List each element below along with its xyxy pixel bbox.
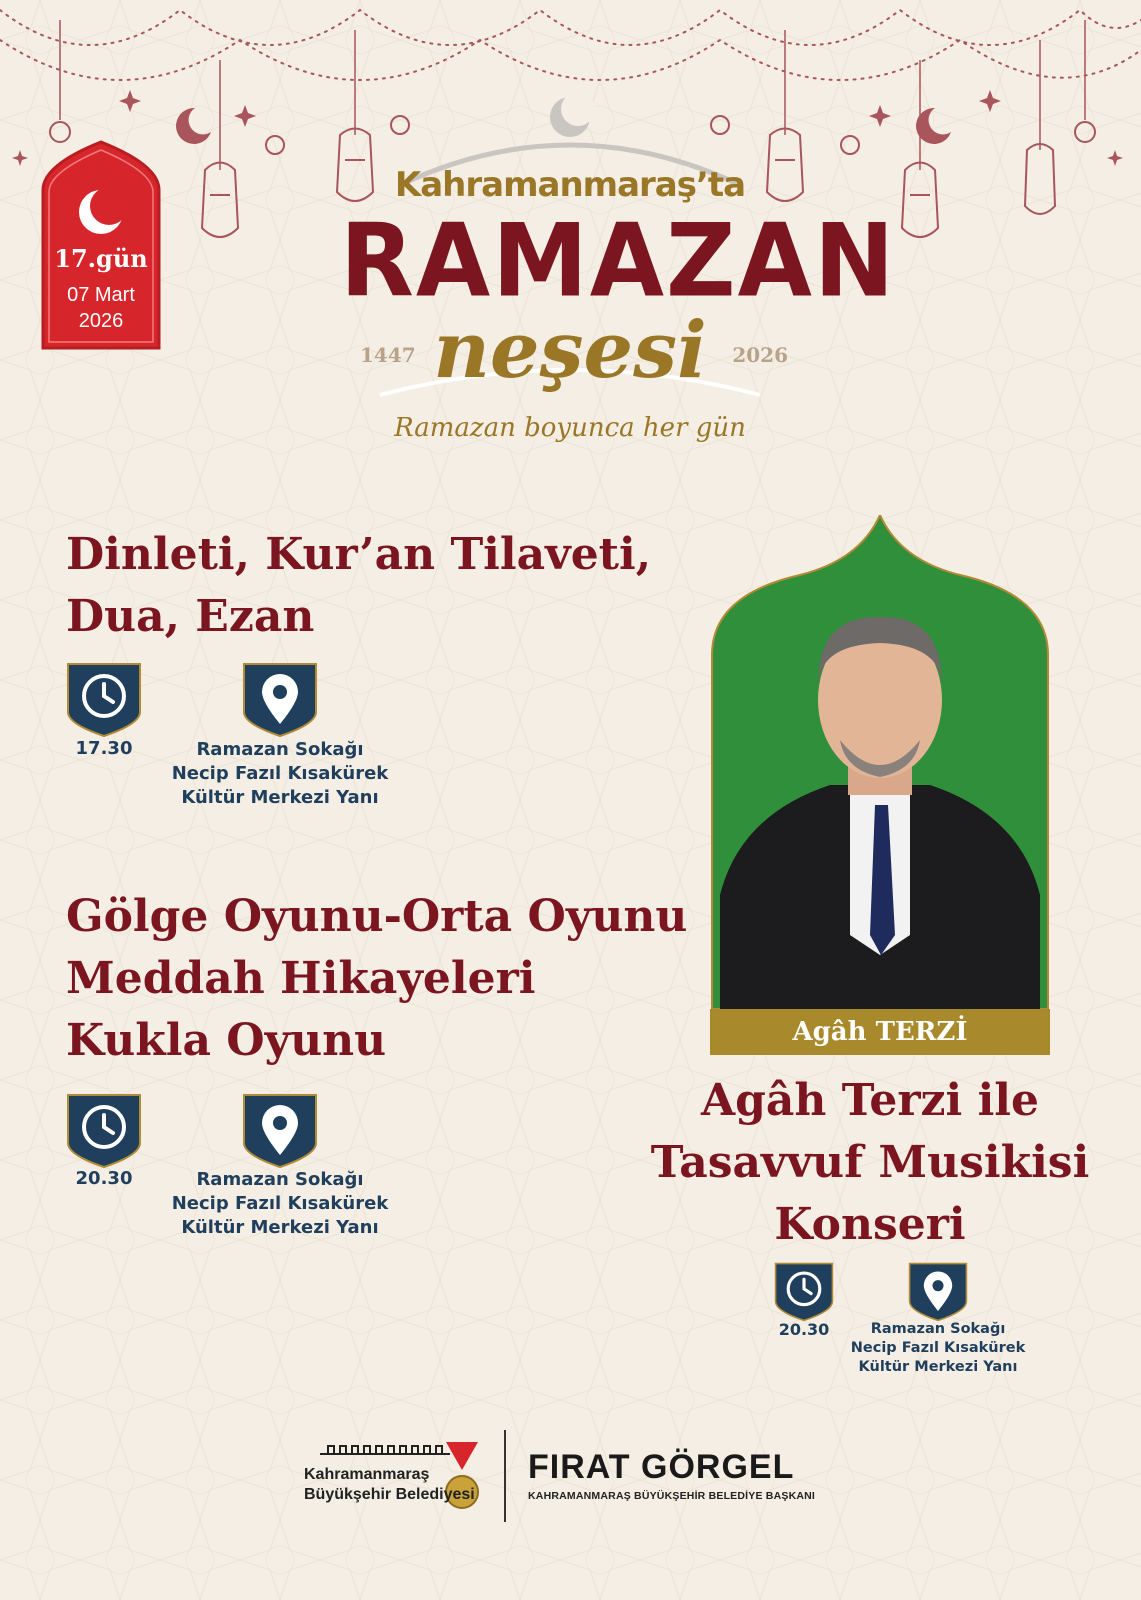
badge-date: 07 Mart	[67, 284, 135, 306]
event-1-time: 17.30	[75, 738, 133, 759]
portrait-card	[710, 515, 1050, 1055]
clock-icon	[774, 1262, 834, 1322]
clock-icon	[66, 662, 142, 738]
day-badge	[41, 140, 161, 350]
crescent-icon	[550, 95, 595, 137]
org-name-line2: Büyükşehir Belediyesi	[304, 1486, 475, 1503]
org-name-line1: Kahramanmaraş	[304, 1466, 430, 1483]
event-3-place: Ramazan Sokağı Necip Fazıl Kısakürek Kültür Merkezi Yanı	[850, 1321, 1026, 1375]
mayor-name: FIRAT GÖRGEL	[528, 1448, 795, 1486]
mayor-title: KAHRAMANMARAŞ BÜYÜKŞEHİR BELEDİYE BAŞKANI	[528, 1490, 816, 1502]
logo-year-gregorian: 2026	[732, 343, 788, 367]
ramazan-nesesi-logo	[340, 95, 897, 465]
event-2-title: Gölge Oyunu-Orta Oyunu Meddah Hikayeleri Kukla Oyunu	[66, 891, 688, 1066]
logo-main: RAMAZAN	[340, 202, 897, 320]
logo-tagline: Ramazan boyunca her gün	[394, 413, 746, 443]
logo-city: Kahramanmaraş’ta	[394, 165, 746, 205]
badge-year: 2026	[78, 310, 124, 332]
footer-divider	[504, 1430, 506, 1522]
footer	[300, 1430, 840, 1530]
event-1-place: Ramazan Sokağı Necip Fazıl Kısakürek Kültür Merkezi Yanı	[171, 739, 389, 808]
logo-year-hijri: 1447	[360, 343, 416, 367]
location-pin-icon	[908, 1262, 968, 1322]
logo-sub: neşesi	[433, 305, 707, 396]
event-2-time: 20.30	[75, 1168, 133, 1189]
event-3-title: Agâh Terzi ile Tasavvuf Musikisi Konseri	[650, 1075, 1090, 1250]
event-1-title: Dinleti, Kur’an Tilaveti, Dua, Ezan	[66, 529, 652, 642]
event-3-time: 20.30	[778, 1320, 830, 1339]
portrait-name: Agâh TERZİ	[792, 1017, 968, 1047]
location-pin-icon	[242, 1093, 318, 1169]
location-pin-icon	[242, 662, 318, 738]
badge-day: 17.gün	[54, 244, 148, 273]
clock-icon	[66, 1093, 142, 1169]
event-2-place: Ramazan Sokağı Necip Fazıl Kısakürek Kültür Merkezi Yanı	[171, 1169, 389, 1238]
